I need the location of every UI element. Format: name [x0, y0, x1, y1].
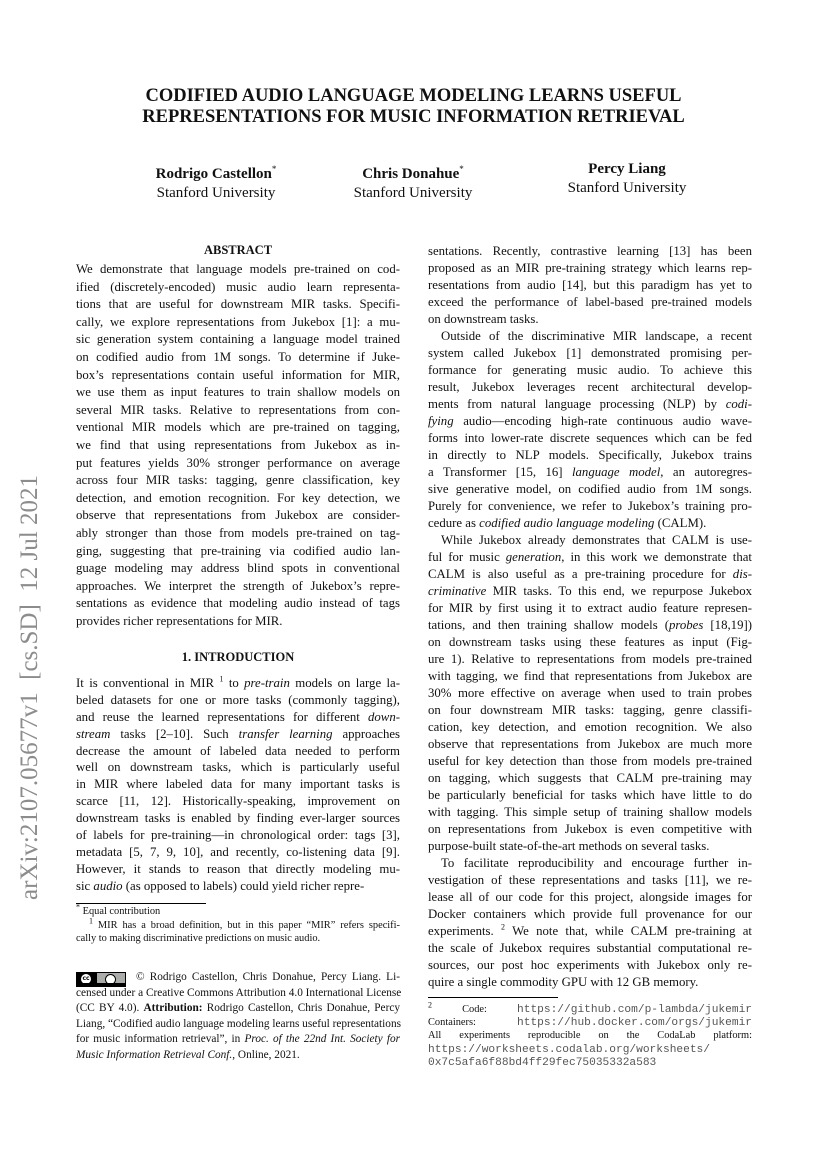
author-name-text: Rodrigo Castellon — [155, 166, 272, 182]
text-run: Docker containers which provide full provenance for our — [428, 907, 752, 921]
emphasis-text: down- — [368, 709, 400, 724]
text-line — [76, 560, 400, 578]
text-line — [428, 906, 752, 923]
text-run: (CALM). — [654, 516, 707, 530]
text-run: cedure as — [428, 516, 480, 530]
emphasis-text: Proc. of the 22nd Int. Society for — [244, 1033, 401, 1046]
paragraph — [428, 855, 752, 991]
text-line — [76, 1001, 400, 1017]
text-run: ure 1). Relative to representations from models pre-trained — [428, 652, 752, 666]
text-run: scarce [11, 12]. Historically-speaking, improvement on — [76, 794, 400, 809]
text-line — [76, 331, 400, 349]
text-line — [428, 940, 752, 957]
text-line — [76, 759, 400, 776]
arxiv-stamp: arXiv:2107.05677v1 [cs.SD] 12 Jul 2021 — [16, 475, 43, 900]
text-line — [76, 902, 400, 919]
text-line — [76, 296, 400, 314]
abstract-body — [76, 261, 400, 630]
text-run: ments from natural language processing (NLP) by — [428, 397, 726, 411]
text-run: useful for key detection than those from models pre-trained — [428, 754, 752, 768]
text-run: on tagging, which suggests that CALM pre-training may — [428, 771, 752, 785]
text-line — [428, 770, 752, 787]
author-affiliation: Stanford University — [567, 180, 687, 196]
text-line — [428, 1043, 752, 1056]
url-link[interactable]: 0x7c5afa6f88bd4ff29fec75035332a583 — [428, 1056, 657, 1069]
url-link[interactable]: https://github.com/p-lambda/jukemir — [517, 1004, 752, 1016]
text-run: (as opposed to labels) could yield richer repre- — [122, 878, 365, 893]
text-run: exceed the performance of label-based pre-trained models — [428, 295, 752, 309]
text-line — [428, 566, 752, 583]
text-run: observe that representations from Jukebox are much more — [428, 737, 752, 751]
emphasis-text: stream — [76, 726, 111, 741]
text-line — [428, 719, 752, 736]
text-line — [76, 419, 400, 437]
paper-title — [0, 86, 827, 128]
text-line — [428, 685, 752, 702]
author-2 — [293, 160, 533, 203]
text-run: All experiments reproducible on the CodaLab platform: — [428, 1030, 752, 1042]
text-line — [76, 261, 400, 279]
text-line — [428, 549, 752, 566]
text-run: audio—encoding high-rate continuous audio wave- — [453, 414, 752, 428]
text-run: observe that representations from Jukebox are consider- — [76, 508, 400, 523]
text-line — [76, 384, 400, 402]
text-run: proposed as an MIR pre-training strategy which learns rep- — [428, 261, 752, 275]
text-run: for MIR by first using it to extract audio feature represen- — [428, 601, 752, 615]
text-run: several MIR tasks. Relative to representations from con- — [76, 402, 400, 417]
emphasis-text: criminative — [428, 584, 487, 598]
equal-contribution-mark: * — [459, 164, 464, 174]
introduction-body — [76, 675, 400, 895]
text-run: purpose-built state-of-the-art methods on several tasks. — [428, 839, 710, 853]
text-run: in MIR where labeled data for many important tasks is — [76, 777, 400, 792]
text-run: system called Jukebox [1] demonstrated promising per- — [428, 346, 752, 360]
text-run: Rodrigo Castellon, Chris Donahue, Percy — [202, 1002, 400, 1015]
text-run: Containers: — [428, 1017, 518, 1029]
text-run: approaches. We interpret the strength of Jukebox’s repre- — [76, 578, 400, 593]
text-line — [428, 481, 752, 498]
text-line — [428, 787, 752, 804]
footnotes-left — [76, 902, 400, 946]
text-run: a Transformer [15, 16] — [428, 465, 572, 479]
author-name-text: Chris Donahue — [362, 166, 460, 182]
text-line — [428, 668, 752, 685]
text-line — [428, 362, 752, 379]
text-run: we find that using representations from Jukebox as in- — [76, 437, 400, 452]
text-run: MIR tasks. To this end, we repurpose Jukebox — [486, 584, 752, 598]
paragraph — [76, 675, 400, 895]
text-line — [76, 776, 400, 793]
text-line — [428, 651, 752, 668]
text-line — [76, 810, 400, 827]
text-line — [428, 600, 752, 617]
text-run: metadata [5, 7, 9, 10], and recently, co-listening data [9]. — [76, 844, 400, 859]
text-line — [428, 430, 752, 447]
text-line — [428, 294, 752, 311]
text-run: sentations. Recently, contrastive learning [13] has been — [428, 244, 752, 258]
text-line — [428, 889, 752, 906]
emphasis-text: generation — [505, 550, 562, 564]
text-run: cally to making discriminative predictions on music audio. — [76, 933, 321, 944]
emphasis-text: transfer learning — [238, 726, 333, 741]
text-run: Liang, “Codified audio language modeling learns useful representations — [76, 1017, 402, 1030]
text-run: ventional MIR models which are pre-trained on tagging, — [76, 420, 400, 435]
paragraph — [428, 1000, 752, 1069]
text-line — [76, 490, 400, 508]
text-line — [76, 472, 400, 490]
text-line — [428, 413, 752, 430]
emphasis-text: dis- — [732, 567, 752, 581]
text-run: tations, and then training shallow models ( — [428, 618, 669, 632]
footnote-mark: 2 — [428, 1000, 432, 1010]
text-run: (CC BY 4.0). — [76, 1002, 144, 1015]
text-run: provides richer representations for MIR. — [76, 613, 283, 628]
text-line — [76, 726, 400, 743]
author-affiliation: Stanford University — [353, 185, 473, 201]
footnote-rule — [76, 903, 206, 904]
text-line — [76, 367, 400, 385]
emphasis-text: codified audio language modeling — [479, 516, 655, 530]
text-line — [76, 613, 400, 631]
text-run: ging, suggesting that pre-training via codified audio lan- — [76, 543, 400, 558]
text-line — [76, 878, 400, 895]
text-line — [76, 507, 400, 525]
author-name-text: Percy Liang — [588, 161, 666, 177]
paragraph — [428, 328, 752, 532]
text-run: censed under a Creative Commons Attribution 4.0 International License — [76, 986, 402, 999]
text-line — [428, 447, 752, 464]
text-line — [428, 617, 752, 634]
text-run: We note that, while CALM pre-training at — [505, 924, 752, 938]
text-line — [428, 804, 752, 821]
text-line — [428, 872, 752, 889]
title-line-1: CODIFIED AUDIO LANGUAGE MODELING LEARNS USEFUL — [145, 86, 682, 106]
text-line — [428, 923, 752, 940]
text-run: , an autoregres- — [660, 465, 752, 479]
text-run: sources, our post hoc experiments with Jukebox only re- — [428, 958, 752, 972]
footnotes-right — [428, 1000, 752, 1069]
text-run: across four MIR tasks: tagging, genre classification, key — [76, 473, 400, 488]
text-run: , Online, 2021. — [232, 1048, 300, 1061]
url-link[interactable]: https://hub.docker.com/orgs/jukemir — [517, 1017, 752, 1030]
text-run: vestigation of these representations and tasks [11], we re- — [428, 873, 752, 887]
text-run: lease all of our code for this project, alongside images for — [428, 890, 752, 904]
text-line — [76, 279, 400, 297]
emphasis-text: language model — [571, 465, 661, 479]
text-line — [76, 455, 400, 473]
text-line — [76, 349, 400, 367]
text-line — [428, 464, 752, 481]
text-run: put features yields 30% stronger performance on average — [76, 455, 400, 470]
text-line — [76, 595, 400, 613]
text-line — [76, 709, 400, 726]
text-run: on representations from Jukebox is even competitive with — [428, 822, 752, 836]
text-run: sic — [76, 878, 94, 893]
equal-contribution-mark: * — [271, 164, 277, 174]
text-run: CALM is also useful as a pre-training procedure for — [428, 567, 733, 581]
paragraph — [76, 261, 400, 630]
text-line — [428, 515, 752, 532]
text-run: Code: — [432, 1004, 518, 1015]
text-run: of labels for pre-training—in chronological order: tags [3], — [76, 828, 400, 843]
text-run: with tagging, we find that representations from Jukebox are — [428, 669, 752, 683]
text-line — [428, 1016, 752, 1029]
text-line — [76, 916, 400, 933]
text-run: to — [223, 676, 245, 690]
text-run: Equal contribution — [80, 906, 161, 917]
abstract-heading: ABSTRACT — [203, 243, 273, 257]
text-line — [76, 692, 400, 709]
text-run: on four downstream MIR tasks: tagging, genre classifi- — [428, 703, 752, 717]
right-column-body — [428, 243, 752, 991]
text-run: well on downstream tasks, which is particularly useful — [76, 760, 400, 775]
emphasis-text: audio — [93, 878, 123, 893]
text-line — [428, 277, 752, 294]
text-run: 30% more effective on average when used to train probes — [428, 686, 752, 700]
emphasis-text: probes — [668, 618, 704, 632]
text-line — [428, 583, 752, 600]
text-run: sic generation system containing a language model trained — [76, 332, 400, 347]
text-run: we use them as input features to train shallow models on — [76, 385, 400, 400]
text-line — [76, 675, 400, 692]
text-run: approaches — [332, 726, 400, 741]
emphasis-text: Attribution: — [143, 1002, 203, 1015]
url-link[interactable]: https://worksheets.codalab.org/worksheets/ — [428, 1043, 710, 1056]
text-run: detection, and emotion recognition. For key detection, we — [76, 490, 400, 505]
author-3 — [507, 160, 747, 198]
introduction-heading: 1. INTRODUCTION — [181, 650, 295, 664]
text-run: ful for music — [428, 550, 506, 564]
text-run: tasks [2–10]. Such — [110, 726, 239, 741]
author-affiliation: Stanford University — [156, 185, 276, 201]
text-run: quire a single commodity GPU with 12 GB memory. — [428, 975, 699, 989]
text-run: experiments. — [428, 924, 502, 938]
text-run: Purely for convenience, we refer to Jukebox’s training pro- — [428, 499, 752, 513]
text-line — [428, 1029, 752, 1042]
text-run: forms into lower-rate discrete sequences which can be fed — [428, 431, 752, 445]
text-run: beled datasets for one or more tasks (commonly tagging), — [76, 692, 400, 707]
text-line — [76, 1017, 400, 1033]
text-line — [76, 543, 400, 561]
footnote-rule-right — [428, 997, 558, 998]
text-line — [76, 525, 400, 543]
cc-by-icon — [76, 972, 130, 987]
text-run: be particularly beneficial for tasks which have little to do — [428, 788, 752, 802]
paragraph — [428, 532, 752, 855]
text-run: sive generative model, on codified audio from 1M songs. — [428, 482, 752, 496]
text-run: result, Jukebox leverages recent architectural develop- — [428, 380, 752, 394]
text-line — [76, 743, 400, 760]
text-line — [428, 1056, 752, 1069]
author-name — [293, 160, 533, 184]
emphasis-text: fying — [428, 414, 454, 428]
text-line — [76, 844, 400, 861]
text-line — [428, 260, 752, 277]
cc-badge: cc — [76, 972, 126, 987]
emphasis-text: Music Information Retrieval Conf. — [76, 1048, 233, 1061]
text-run: © Rodrigo Castellon, Chris Donahue, Percy Liang. Li- — [136, 971, 400, 983]
text-line — [428, 1000, 752, 1016]
text-line — [428, 753, 752, 770]
text-line — [76, 402, 400, 420]
text-run: tions that are useful for downstream MIR tasks. Specifi- — [76, 297, 400, 312]
text-line — [428, 396, 752, 413]
emphasis-text: pre-train — [244, 676, 290, 690]
text-line — [428, 855, 752, 872]
text-line — [428, 634, 752, 651]
text-line — [428, 243, 752, 260]
text-run: Outside of the discriminative MIR landscape, a recent — [441, 329, 752, 343]
text-line — [76, 827, 400, 844]
text-run: ably stronger than those from models pre-trained on tag- — [76, 525, 400, 540]
footnote-mark: 1 — [89, 916, 93, 926]
text-run: in directly to NLP models. Specifically, Jukebox trains — [428, 448, 752, 462]
text-line — [76, 437, 400, 455]
text-run: We demonstrate that language models pre-trained on cod- — [76, 262, 400, 276]
text-run: decrease the amount of labeled data needed to perform — [76, 743, 400, 758]
footnote-mark: * — [76, 902, 80, 912]
text-line — [428, 379, 752, 396]
text-run: However, it stands to reason that directly modeling mu- — [76, 861, 400, 876]
text-line — [428, 498, 752, 515]
text-line — [76, 1032, 400, 1048]
text-run: models on large la- — [289, 676, 400, 690]
text-line — [428, 838, 752, 855]
text-run: It is conventional in MIR — [76, 676, 220, 690]
text-line — [76, 932, 400, 946]
emphasis-text: codi- — [725, 397, 752, 411]
text-run: MIR has a broad definition, but in this paper “MIR” refers specifi- — [93, 919, 400, 931]
text-line — [76, 861, 400, 878]
title-line-2: REPRESENTATIONS FOR MUSIC INFORMATION RETRIEVAL — [142, 107, 685, 127]
text-run: cally, we explore representations from Jukebox [1]: a mu- — [76, 314, 400, 329]
text-run: , in this work we demonstrate that — [561, 550, 752, 564]
text-run: for music information retrieval”, in — [76, 1033, 245, 1046]
paragraph — [76, 902, 400, 919]
text-line — [428, 311, 752, 328]
text-run: the scale of Jukebox requires substantial computational re- — [428, 941, 752, 955]
text-run: downstream tasks is enabled by finding ever-larger sources — [76, 811, 400, 826]
text-line — [428, 736, 752, 753]
text-run: While Jukebox already demonstrates that CALM is use- — [441, 533, 752, 547]
text-run: formance for generating music audio. To achieve this — [428, 363, 752, 377]
paragraph — [76, 916, 400, 946]
text-run: on downstream tasks. — [428, 312, 539, 326]
text-line — [428, 974, 752, 991]
text-run: cation, key detection, and emotion recognition. We also — [428, 720, 752, 734]
text-run: ified (discretely-encoded) music audio learn representa- — [76, 279, 400, 294]
text-line — [76, 314, 400, 332]
text-line — [428, 532, 752, 549]
text-line — [76, 578, 400, 596]
author-name — [507, 160, 747, 179]
footnote-mark: 1 — [219, 674, 224, 684]
text-line — [76, 1048, 400, 1064]
text-line — [428, 821, 752, 838]
text-line — [428, 957, 752, 974]
text-run: on codified audio from 1M songs. To determine if Juke- — [76, 349, 400, 364]
text-line — [428, 345, 752, 362]
text-run: resentations from audio [14], but this paradigm has yet to — [428, 278, 752, 292]
text-line — [428, 702, 752, 719]
text-run: and reuse the learned representations for different — [76, 709, 368, 724]
text-line — [76, 986, 400, 1002]
text-run: on downstream tasks using these features as input (Fig- — [428, 635, 752, 649]
text-run: guage modeling may address blind spots in conventional — [76, 561, 400, 576]
text-run: sentations as evidence that modeling audio instead of tags — [76, 596, 400, 611]
license-block — [76, 970, 400, 1064]
text-run: with tagging. This simple setup of training shallow models — [428, 805, 752, 819]
text-run: box’s representations contain useful information for MIR, — [76, 367, 400, 382]
text-line — [428, 328, 752, 345]
text-line — [76, 793, 400, 810]
paragraph — [428, 243, 752, 328]
text-run: To facilitate reproducibility and encourage further in- — [441, 856, 752, 870]
text-run: [18,19]) — [703, 618, 752, 632]
footnote-mark: 2 — [501, 922, 506, 932]
